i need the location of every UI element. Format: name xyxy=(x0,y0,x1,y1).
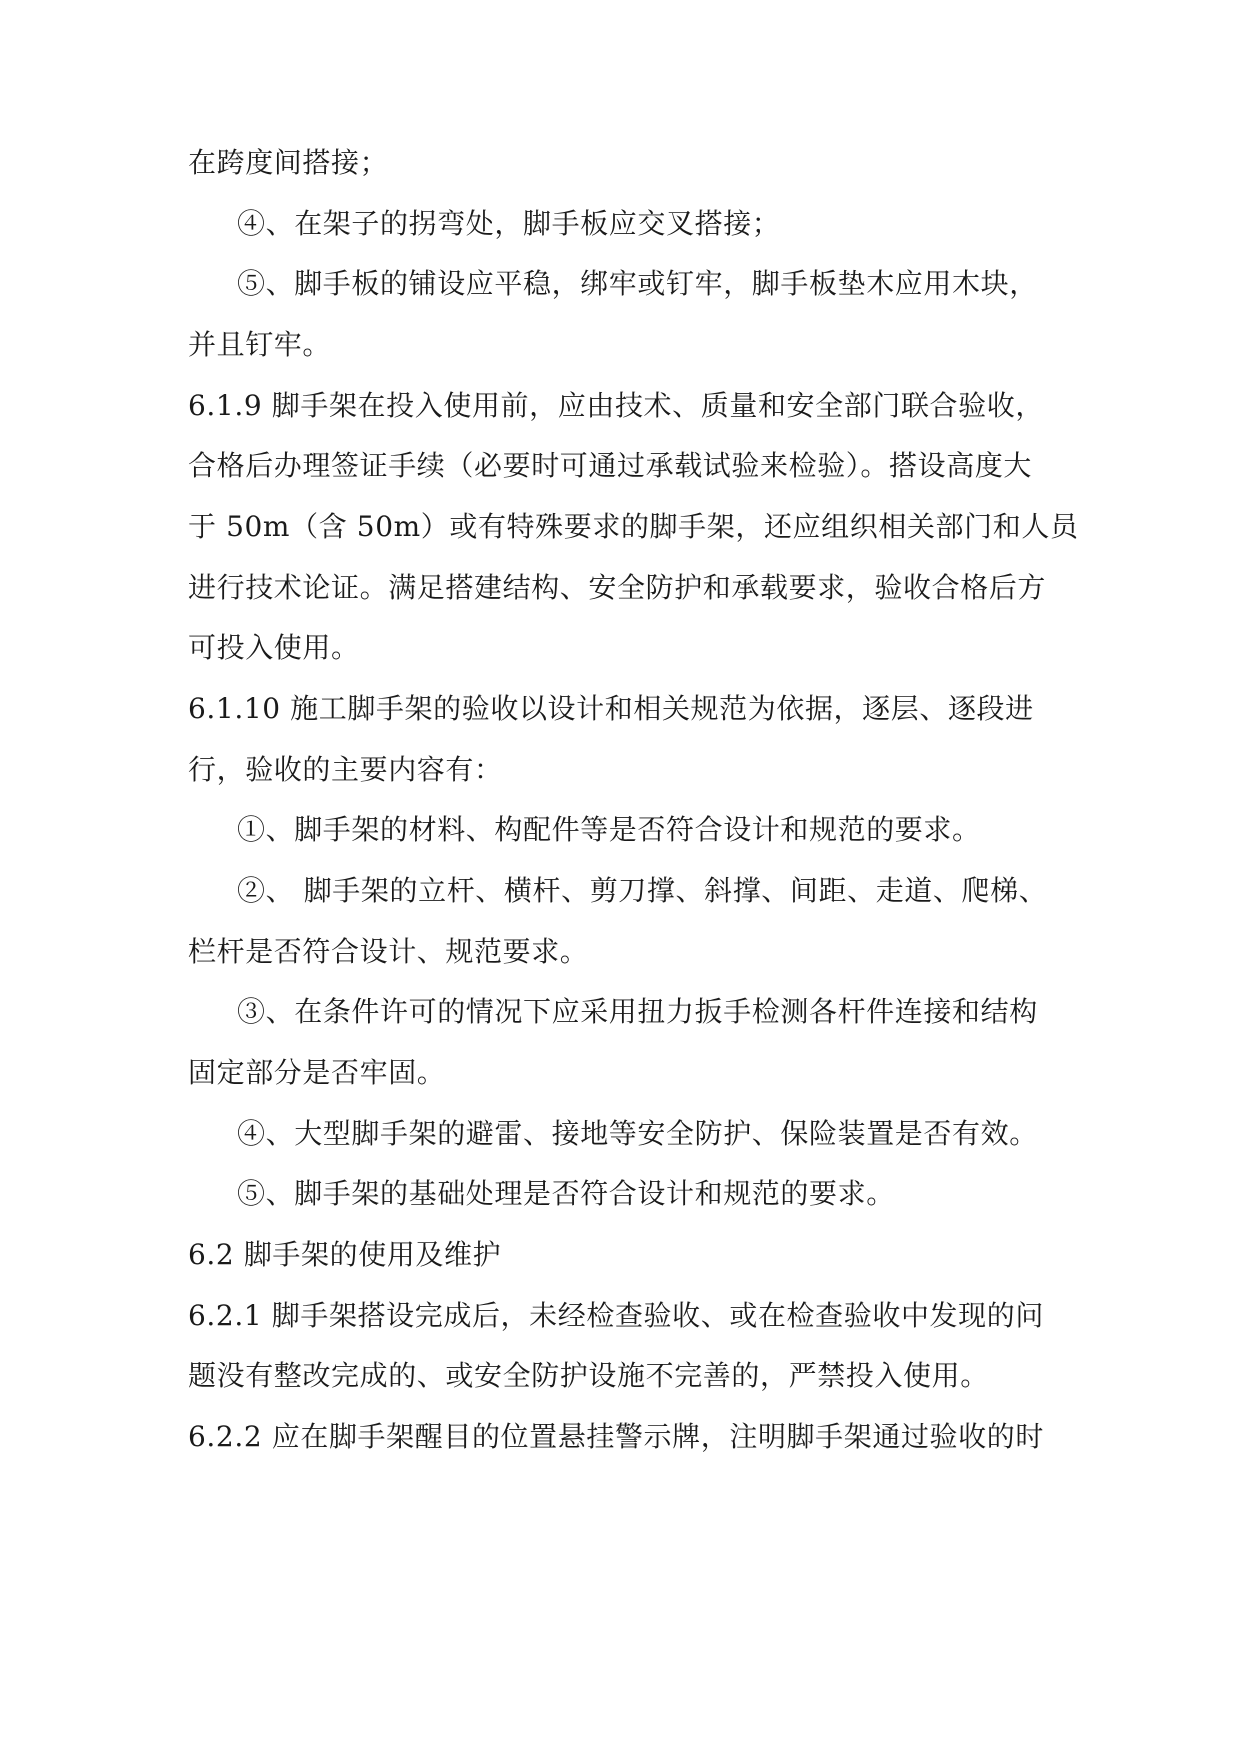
text-line: 合格后办理签证手续（必要时可通过承载试验来检验）。搭设高度大 xyxy=(188,449,1033,482)
text-line: 6.2.2 应在脚手架醒目的位置悬挂警示牌，注明脚手架通过验收的时 xyxy=(188,1420,1044,1453)
text-line: 在跨度间搭接； xyxy=(188,146,389,179)
text-line: 栏杆是否符合设计、规范要求。 xyxy=(188,935,589,968)
text-line: ③、在条件许可的情况下应采用扭力扳手检测各杆件连接和结构 xyxy=(237,995,1038,1028)
text-line: 可投入使用。 xyxy=(188,631,360,664)
section-heading: 6.2 脚手架的使用及维护 xyxy=(188,1238,502,1271)
text-line: ⑤、脚手架的基础处理是否符合设计和规范的要求。 xyxy=(237,1177,895,1210)
text-line: 6.1.10 施工脚手架的验收以设计和相关规范为依据，逐层、逐段进 xyxy=(188,692,1034,725)
text-line: 并且钉牢。 xyxy=(188,328,332,361)
text-line: 6.2.1 脚手架搭设完成后，未经检查验收、或在检查验收中发现的问 xyxy=(188,1299,1044,1332)
text-line: ⑤、脚手板的铺设应平稳，绑牢或钉牢，脚手板垫木应用木块， xyxy=(237,267,1038,300)
text-line: 于 50m（含 50m）或有特殊要求的脚手架，还应组织相关部门和人员 xyxy=(188,510,1079,543)
text-line: 进行技术论证。满足搭建结构、安全防护和承载要求，验收合格后方 xyxy=(188,571,1047,604)
text-line: ②、 脚手架的立杆、横杆、剪刀撑、斜撑、间距、走道、爬梯、 xyxy=(237,874,1048,907)
text-line: 行，验收的主要内容有： xyxy=(188,753,503,786)
text-line: 6.1.9 脚手架在投入使用前，应由技术、质量和安全部门联合验收， xyxy=(188,389,1044,422)
text-line: 题没有整改完成的、或安全防护设施不完善的，严禁投入使用。 xyxy=(188,1359,989,1392)
text-line: 固定部分是否牢固。 xyxy=(188,1056,446,1089)
text-line: ④、大型脚手架的避雷、接地等安全防护、保险装置是否有效。 xyxy=(237,1117,1038,1150)
text-line: ④、在架子的拐弯处，脚手板应交叉搭接； xyxy=(237,207,781,240)
text-line: ①、脚手架的材料、构配件等是否符合设计和规范的要求。 xyxy=(237,813,981,846)
